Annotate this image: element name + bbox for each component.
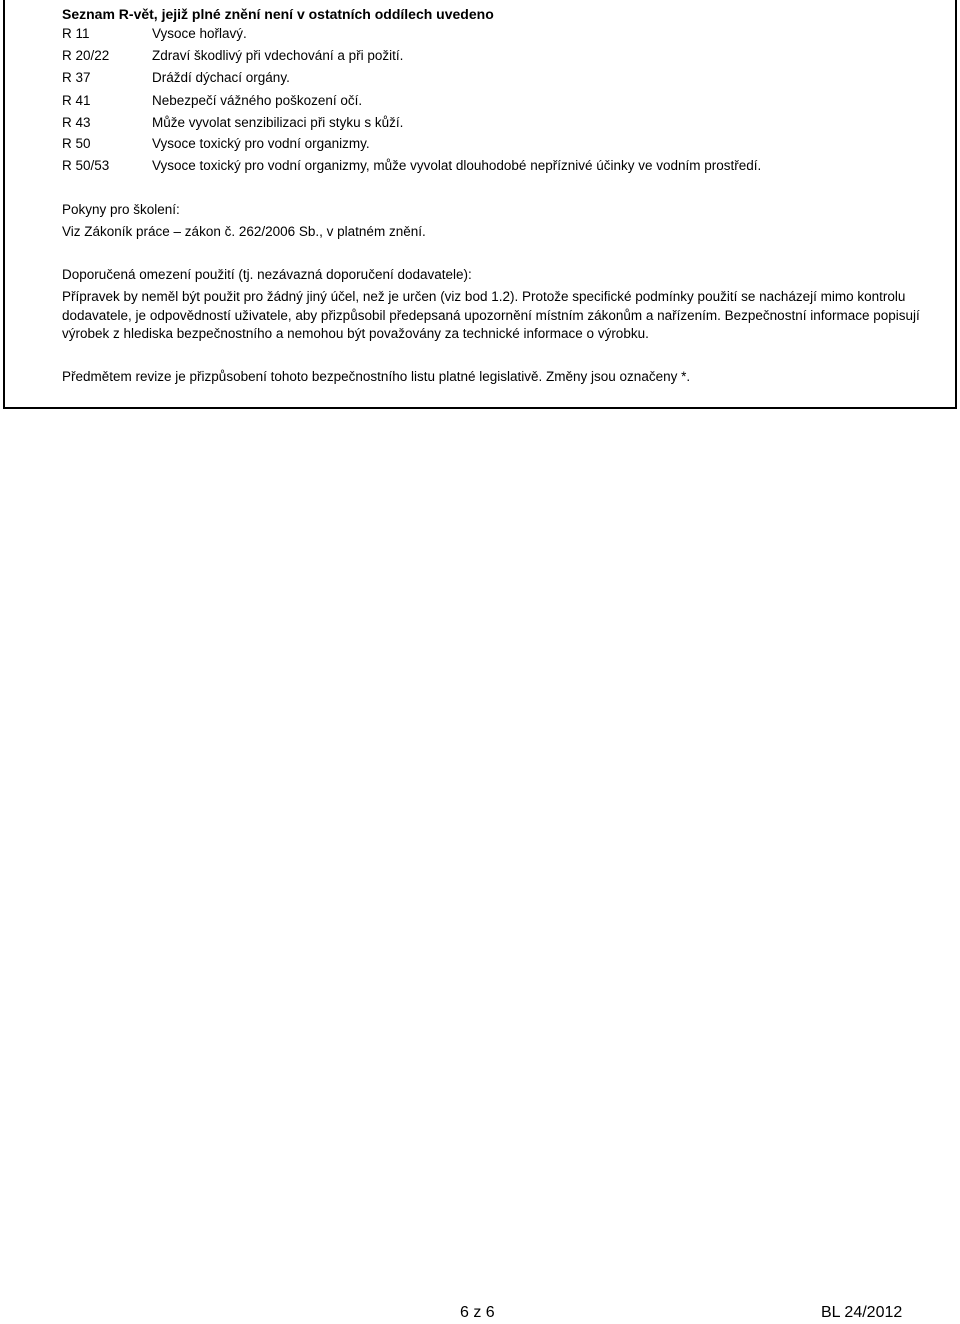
r-code: R 41 xyxy=(62,93,91,108)
r-text: Vysoce hořlavý. xyxy=(152,26,247,41)
r-code: R 11 xyxy=(62,26,90,41)
r-code: R 37 xyxy=(62,70,91,85)
r-item xyxy=(62,68,290,88)
r-text: Může vyvolat senzibilizaci při styku s kůží. xyxy=(152,115,404,130)
restrictions-text: Přípravek by neměl být použit pro žádný jiný účel, než je určen (viz bod 1.2). Protože specifické podmínky použití se nacházejí mimo kontrolu dodavatele, je odpovědností uživatele, aby přizpůsobil předepsaná upozornění místním zákonům a nařízením. Bezpečnostní informace popisují výrobek z hlediska bezpečnostního a nemohou být považovány za technické informace o výrobku. xyxy=(62,289,920,341)
r-item xyxy=(62,156,761,176)
training-text: Viz Zákoník práce – zákon č. 262/2006 Sb., v platném znění. xyxy=(62,224,426,239)
r-text: Vysoce toxický pro vodní organizmy, může vyvolat dlouhodobé nepříznivé účinky ve vodním prostředí. xyxy=(152,158,762,173)
r-list-title: Seznam R-vět, jejiž plné znění není v ostatních oddílech uvedeno xyxy=(62,6,494,22)
r-text: Vysoce toxický pro vodní organizmy. xyxy=(152,136,370,151)
r-item xyxy=(62,24,247,44)
r-item xyxy=(62,46,403,66)
page-number: 6 z 6 xyxy=(460,1304,495,1321)
r-item xyxy=(62,113,403,133)
r-code: R 50/53 xyxy=(62,158,110,173)
r-code: R 20/22 xyxy=(62,48,110,63)
r-item xyxy=(62,91,362,111)
restrictions-heading: Doporučená omezení použití (tj. nezávazná doporučení dodavatele): xyxy=(62,267,472,282)
revision-text: Předmětem revize je přizpůsobení tohoto bezpečnostního listu platné legislativě. Změny jsou označeny *. xyxy=(62,369,691,384)
r-text: Zdraví škodlivý při vdechování a při požití. xyxy=(152,48,404,63)
document-id: BL 24/2012 xyxy=(821,1304,903,1321)
r-item xyxy=(62,134,370,154)
r-code: R 50 xyxy=(62,136,91,151)
r-code: R 43 xyxy=(62,115,91,130)
r-text: Dráždí dýchací orgány. xyxy=(152,70,290,85)
r-text: Nebezpečí vážného poškození očí. xyxy=(152,93,363,108)
training-heading: Pokyny pro školení: xyxy=(62,202,180,217)
